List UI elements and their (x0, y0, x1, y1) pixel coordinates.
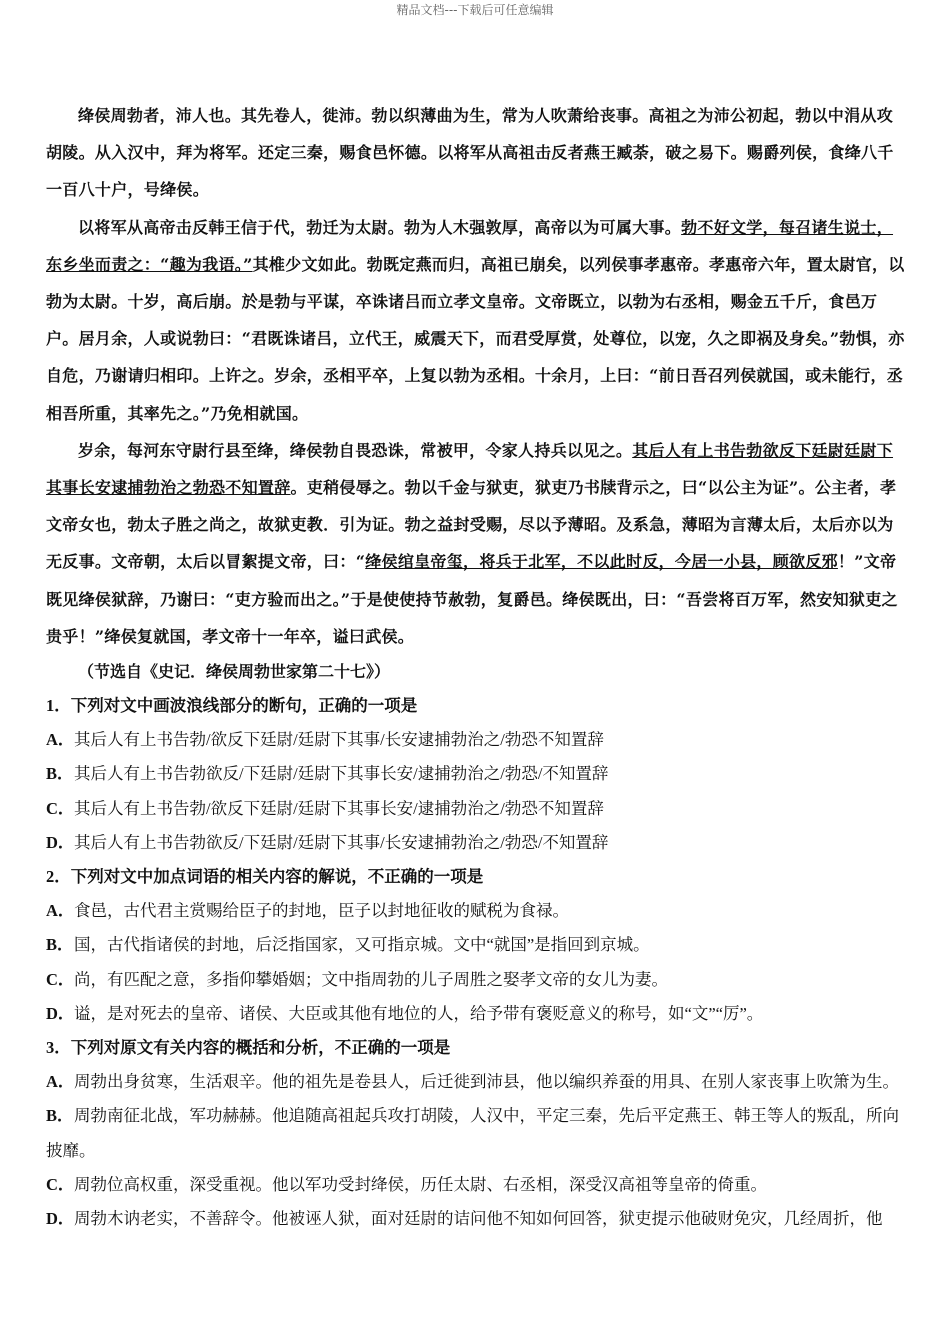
option-c (46, 792, 906, 826)
option-letter: D． (46, 1209, 75, 1229)
document-body (46, 97, 906, 1236)
option-letter: B． (46, 935, 74, 955)
option-letter: B． (46, 764, 74, 784)
option-text: 周勃位高权重，深受重视。他以军功受封绛侯，历任太尉、右丞相，深受汉高祖等皇帝的倚重。 (74, 1174, 767, 1194)
question-title: 1．下列对文中画波浪线部分的断句，正确的一项是 (46, 696, 418, 716)
option-c (46, 963, 906, 997)
option-a (46, 1065, 906, 1099)
option-b (46, 1099, 906, 1167)
option-text: 尚，有匹配之意，多指仰攀婚姻；文中指周勃的儿子周胜之娶孝文帝的女儿为妻。 (74, 969, 668, 989)
option-b (46, 757, 906, 791)
option-letter: B． (46, 1106, 74, 1126)
passage-text: ！”文帝既见绛侯狱辞，乃谢曰：“吏方验而出之。”于是使使持节赦勃，复爵邑。绛侯既出，曰：“吾尝将百万军，然安知狱吏之贵乎！”绛侯复就国，孝文帝十一年卒，谥曰武侯。 (46, 552, 898, 646)
passage-text: 岁余，每河东守尉行县至绛，绛侯勃自畏恐诛，常被甲，令家人持兵以见之。 (78, 440, 633, 460)
option-letter: D． (46, 832, 75, 852)
passage-text: 其椎少文如此。勃既定燕而归，高祖已崩矣，以列侯事孝惠帝。孝惠帝六年，置太尉官，以勃为太尉。十岁，高后崩。於是勃与平谋，卒诛诸吕而立孝文皇帝。文帝既立，以勃为右丞相，赐金五千斤，食邑万户。居月余，人或说勃曰：“君既诛诸吕，立代王，威震天下，而君受厚赏，处尊位，以宠，久之即祸及身矣。”勃惧，亦自危，乃谢请归相印。上许之。岁余，丞相平卒，上复以勃为丞相。十余月，上曰：“前日吾召列侯就国，或未能行，丞相吾所重，其率先之。”乃免相就国。 (46, 254, 905, 423)
option-text: 周勃南征北战，军功赫赫。他追随高祖起兵攻打胡陵，人汉中，平定三秦，先后平定燕王、韩王等人的叛乱，所向披靡。 (46, 1106, 899, 1160)
option-d (46, 826, 906, 860)
option-c (46, 1168, 906, 1202)
option-text: 周勃木讷老实，不善辞令。他被诬人狱，面对廷尉的诘问他不知如何回答，狱吏提示他破财免灾，几经周折，他 (74, 1209, 883, 1229)
passage-paragraph-1: 绛侯周勃者，沛人也。其先卷人，徙沛。勃以织薄曲为生，常为人吹萧给丧事。高祖之为沛公初起，勃以中涓从攻胡陵。从入汉中，拜为将军。还定三秦，赐食邑怀德。以将军从高祖击反者燕王臧荼，破之易下。赐爵列侯，食绛八千一百八十户，号绛侯。 (46, 106, 894, 200)
option-a (46, 894, 906, 928)
option-letter: C． (46, 969, 75, 989)
option-d (46, 997, 906, 1031)
passage-text: 以将军从高帝击反韩王信于代，勃迁为太尉。勃为人木强敦厚，高帝以为可属大事。 (78, 217, 682, 237)
option-d (46, 1202, 906, 1236)
option-letter: D． (46, 1003, 75, 1023)
underlined-sentence: 绛侯绾皇帝玺，将兵于北军，不以此时反，今居一小县，顾欲反邪 (365, 552, 838, 572)
option-b (46, 928, 906, 962)
option-letter: C． (46, 798, 75, 818)
option-text: 谥，是对死去的皇帝、诸侯、大臣或其他有地位的人，给予带有褒贬意义的称号，如“文”“厉”。 (74, 1003, 764, 1023)
underlined-sentence: 勃不好文学，每召诸生说士，东乡坐而责之：“趣为我语。” (46, 217, 894, 274)
passage-paragraph-3 (46, 432, 906, 655)
option-text: 食邑，古代君主赏赐给臣子的封地，臣子以封地征收的赋税为食禄。 (74, 901, 569, 921)
option-text: 其后人有上书告勃欲反/下廷尉/廷尉下其事/长安逮捕勃治之/勃恐/不知置辞 (74, 832, 609, 852)
option-text: 国，古代指诸侯的封地，后泛指国家，又可指京城。文中“就国”是指回到京城。 (74, 935, 650, 955)
option-text: 其后人有上书告勃/欲反下廷尉/廷尉下其事长安/逮捕勃治之/勃恐不知置辞 (74, 798, 604, 818)
option-letter: C． (46, 1174, 75, 1194)
question-3 (46, 1031, 906, 1236)
question-title: 3．下列对原文有关内容的概括和分析，不正确的一项是 (46, 1038, 451, 1058)
option-a (46, 723, 906, 757)
option-letter: A． (46, 901, 75, 921)
passage-source: （节选自《史记．绛侯周勃世家第二十七》） (78, 662, 391, 682)
wavy-underlined-sentence: 其后人有上书告勃欲反下廷尉廷尉下其事长安逮捕勃治之勃恐不知置辞 (46, 440, 894, 498)
passage-paragraph-2 (46, 209, 906, 432)
question-title: 2．下列对文中加点词语的相关内容的解说，不正确的一项是 (46, 867, 484, 887)
page-header: 精品文档---下载后可任意编辑 (396, 3, 554, 17)
option-text: 其后人有上书告勃欲反/下廷尉/廷尉下其事长安/逮捕勃治之/勃恐/不知置辞 (74, 764, 609, 784)
option-letter: A． (46, 730, 75, 750)
option-letter: A． (46, 1072, 75, 1092)
question-1 (46, 689, 906, 860)
passage-text: 。吏稍侵辱之。勃以千金与狱吏，狱吏乃书牍背示之，曰“以公主为证”。公主者，孝文帝女也，勃太子胜之尚之，故狱吏教．引为证。勃之益封受赐，尽以予薄昭。及系急，薄昭为言薄太后，太后亦以为无反事。文帝朝，太后以冒絮提文帝，曰：“ (46, 478, 897, 572)
question-2 (46, 860, 906, 1031)
option-text: 其后人有上书告勃/欲反下廷尉/廷尉下其事/长安逮捕勃治之/勃恐不知置辞 (74, 730, 604, 750)
option-text: 周勃出身贫寒，生活艰辛。他的祖先是卷县人，后迁徙到沛县，他以编织养蚕的用具、在别人家丧事上吹箫为生。 (74, 1072, 899, 1092)
